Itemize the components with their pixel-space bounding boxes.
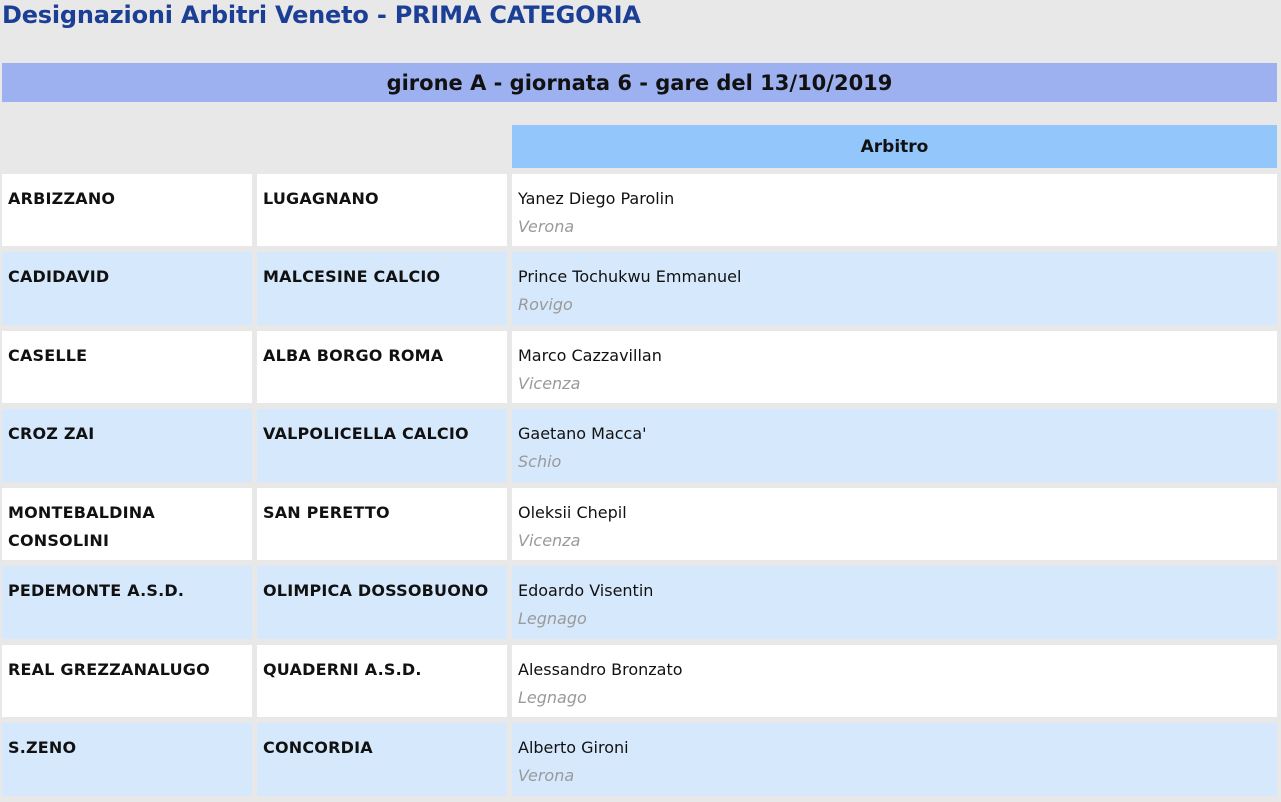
home-team-cell <box>2 331 252 403</box>
away-team: QUADERNI A.S.D. <box>263 660 422 679</box>
referee-cell <box>512 409 1277 482</box>
page-title: Designazioni Arbitri Veneto - PRIMA CATEGORIA <box>2 1 641 29</box>
home-team-cell <box>2 174 252 246</box>
home-team: CROZ ZAI <box>8 424 95 443</box>
table-row <box>2 566 1277 639</box>
table-row <box>2 645 1277 717</box>
referee-column-header: Arbitro <box>512 125 1277 168</box>
home-team-cell <box>2 409 252 482</box>
away-team: CONCORDIA <box>263 738 373 757</box>
away-team: VALPOLICELLA CALCIO <box>263 424 469 443</box>
home-team-cell <box>2 723 252 796</box>
referee-city: Vicenza <box>518 374 581 393</box>
away-team-cell <box>257 723 507 796</box>
referee-name: Edoardo Visentin <box>518 581 654 600</box>
away-team-cell <box>257 252 507 325</box>
referee-city: Vicenza <box>518 531 581 550</box>
table-row <box>2 252 1277 325</box>
referee-cell <box>512 174 1277 246</box>
referee-cell <box>512 566 1277 639</box>
table-row <box>2 723 1277 796</box>
away-team-cell <box>257 331 507 403</box>
away-team-cell <box>257 174 507 246</box>
referee-city: Verona <box>518 217 575 236</box>
referee-name: Oleksii Chepil <box>518 503 627 522</box>
referee-city: Rovigo <box>518 295 573 314</box>
away-team: OLIMPICA DOSSOBUONO <box>263 581 489 600</box>
home-team: MONTEBALDINA CONSOLINI <box>8 503 155 550</box>
referee-city: Schio <box>518 452 562 471</box>
referee-cell <box>512 488 1277 560</box>
away-team: LUGAGNANO <box>263 189 379 208</box>
referee-cell <box>512 723 1277 796</box>
table-row <box>2 409 1277 482</box>
referee-name: Alessandro Bronzato <box>518 660 683 679</box>
home-team-cell <box>2 645 252 717</box>
away-team-cell <box>257 409 507 482</box>
referee-city: Verona <box>518 766 575 785</box>
table-row <box>2 488 1277 560</box>
away-team-cell <box>257 566 507 639</box>
home-team: CASELLE <box>8 346 88 365</box>
group-header: girone A - giornata 6 - gare del 13/10/2019 <box>2 63 1277 102</box>
table-row <box>2 331 1277 403</box>
home-team: PEDEMONTE A.S.D. <box>8 581 185 600</box>
away-team: MALCESINE CALCIO <box>263 267 441 286</box>
referee-name: Yanez Diego Parolin <box>518 189 675 208</box>
referee-cell <box>512 331 1277 403</box>
home-team: ARBIZZANO <box>8 189 116 208</box>
referee-city: Legnago <box>518 688 587 707</box>
referee-name: Prince Tochukwu Emmanuel <box>518 267 742 286</box>
home-team: S.ZENO <box>8 738 77 757</box>
away-team-cell <box>257 488 507 560</box>
referee-name: Gaetano Macca' <box>518 424 647 443</box>
referee-name: Alberto Gironi <box>518 738 629 757</box>
referee-name: Marco Cazzavillan <box>518 346 662 365</box>
referee-cell <box>512 645 1277 717</box>
home-team: REAL GREZZANALUGO <box>8 660 210 679</box>
table-row <box>2 174 1277 246</box>
home-team-cell <box>2 252 252 325</box>
home-team-cell <box>2 488 252 560</box>
referee-cell <box>512 252 1277 325</box>
home-team-cell <box>2 566 252 639</box>
away-team-cell <box>257 645 507 717</box>
away-team: SAN PERETTO <box>263 503 390 522</box>
referee-city: Legnago <box>518 609 587 628</box>
home-team: CADIDAVID <box>8 267 110 286</box>
away-team: ALBA BORGO ROMA <box>263 346 444 365</box>
